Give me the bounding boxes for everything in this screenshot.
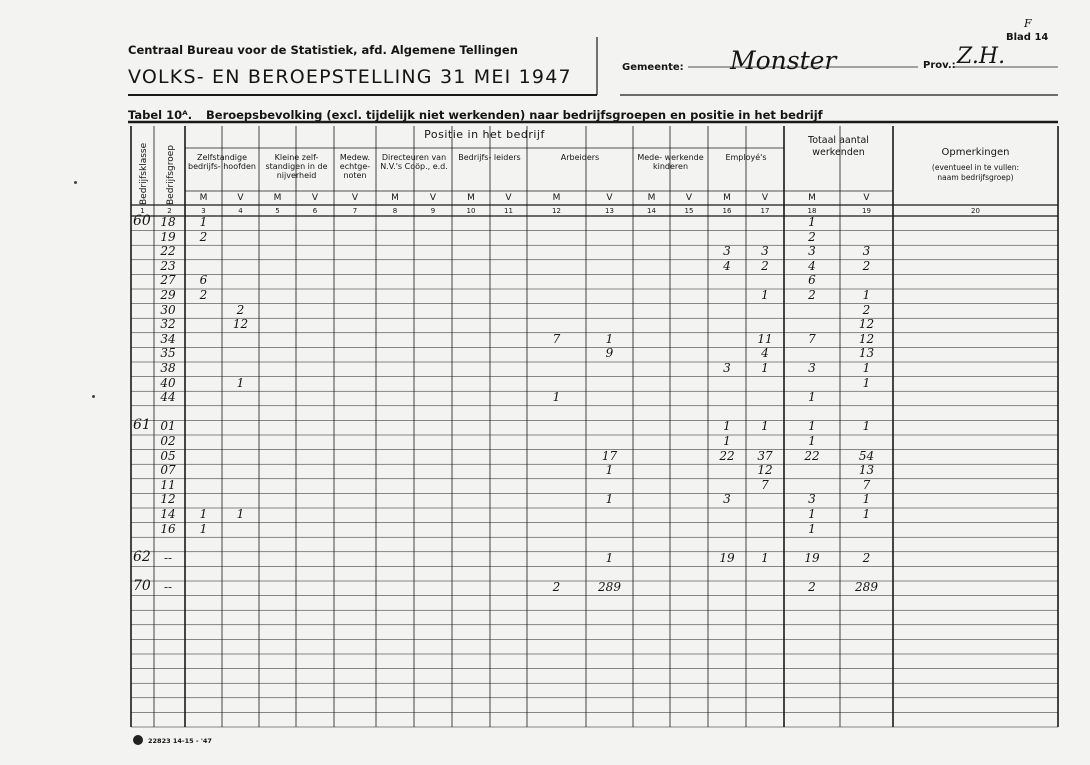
cell-col-3: 1 [199,215,208,229]
cell-col-18: 1 [808,215,816,229]
gender-label: V [237,193,244,203]
column-number: 15 [684,207,694,215]
gender-label: M [273,193,282,203]
column-number: 7 [352,207,358,215]
cell-col-18: 1 [808,507,816,521]
gemeente-value: Monster [730,46,837,75]
cell-col-13: 1 [605,331,614,346]
bedrijfsgroep-value: 23 [160,258,176,273]
cell-col-18: 22 [804,448,820,463]
cell-col-13: 9 [605,346,614,361]
cell-col-17: 4 [761,346,769,361]
cell-col-13: 289 [598,580,621,594]
group-header-7: Mede- werkende kinderen [637,153,704,171]
column-number: 9 [430,207,436,215]
cell-col-18: 2 [808,288,816,302]
cell-col-19: 1 [862,492,871,507]
bedrijfsklasse-value: 62 [133,548,151,565]
cell-col-19: 7 [862,477,871,492]
column-number: 18 [807,207,817,215]
cell-col-18: 3 [808,492,816,507]
column-number: 16 [722,207,732,215]
gender-label: M [723,193,731,203]
cell-col-16: 22 [719,448,735,463]
cell-col-17: 1 [761,288,769,302]
cell-col-13: 1 [605,550,614,565]
bedrijfsgroep-value: 18 [160,215,176,229]
column-number: 11 [504,207,513,215]
cell-col-17: 11 [757,331,773,346]
cell-col-16: 1 [723,434,731,448]
cell-col-17: 1 [761,361,769,375]
cell-col-3: 2 [199,288,208,302]
gender-label: M [391,193,399,203]
column-number: 14 [647,207,656,215]
column-number: 5 [275,207,280,215]
cell-col-19: 12 [858,317,875,332]
cell-col-18: 4 [808,258,816,273]
cell-col-19: 13 [858,346,875,361]
cell-col-17: 2 [761,258,769,273]
bedrijfsgroep-value: 01 [160,419,176,434]
cell-col-12: 2 [552,580,561,594]
sheet-mark: F [1024,17,1032,30]
punch-hole-mark [92,395,95,398]
cell-col-19: 2 [862,302,871,317]
group-header-4: Directeuren van N.V.'s Coöp., e.d. [380,153,448,171]
opmerkingen-note: naam bedrijfsgroep) [937,173,1014,182]
column-number: 8 [392,207,398,215]
cell-col-12: 1 [552,390,561,405]
cell-col-19: 13 [858,463,875,478]
bedrijfsgroep-value: 32 [160,317,176,332]
bedrijfsgroep-value: 14 [160,507,176,521]
column-number: 19 [862,207,871,215]
bedrijfsklasse-value: 60 [133,213,151,229]
cell-col-18: 2 [808,229,816,244]
table-description: Beroepsbevolking (excl. tijdelijk niet werkenden) naar bedrijfsgroepen en positie in het bedrijf [206,108,823,122]
bedrijfsgroep-value: 05 [160,448,176,463]
group-header-2: Kleine zelf- standigen in de nijverheid [265,153,328,180]
organization-name: Centraal Bureau voor de Statistiek, afd. Algemene Tellingen [128,43,518,57]
cell-col-13: 17 [601,448,618,463]
gemeente-label: Gemeente: [622,62,684,73]
cell-col-3: 1 [199,507,208,521]
bedrijfsgroep-value: 44 [160,390,176,405]
cell-col-18: 1 [808,434,816,448]
cell-col-13: 1 [605,492,614,507]
bedrijfsgroep-value: 02 [160,434,176,448]
cell-col-19: 54 [858,448,875,463]
cell-col-19: 2 [862,258,871,273]
cell-col-17: 3 [761,244,769,259]
gender-label: V [606,193,613,203]
column-number: 20 [971,207,980,215]
bedrijfsgroep-value: 35 [160,346,176,361]
bedrijfsgroep-value: 07 [160,463,176,478]
column-number: 4 [238,207,243,215]
column-number: 1 [140,207,145,215]
cell-col-19: 3 [862,244,871,259]
bedrijfsklasse-value: 70 [133,578,151,594]
bedrijfsgroep-value: 27 [160,273,176,288]
cell-col-17: 1 [761,419,769,434]
gender-label: V [351,193,359,203]
cell-col-16: 3 [723,361,731,375]
group-header-3: Medew. echtge- noten [339,153,371,180]
cell-col-19: 1 [862,419,871,434]
column-number: 10 [466,207,476,215]
cell-col-19: 289 [855,580,878,594]
bedrijfsklasse-header: Bedrijfsklasse [139,142,149,205]
cell-col-16: 3 [723,492,731,507]
cell-col-19: 1 [862,375,871,390]
form-title: VOLKS- EN BEROEPSTELLING 31 MEI 1947 [128,66,572,88]
punch-hole-mark [74,181,77,184]
cell-col-12: 7 [552,331,561,346]
cell-col-18: 1 [808,521,816,536]
gender-label: V [685,193,693,203]
cell-col-19: 1 [862,361,871,375]
gender-label: V [429,193,437,203]
cell-col-13: 1 [605,463,614,478]
printer-logo [133,735,143,745]
gender-label: V [505,193,512,203]
cell-col-18: 6 [808,273,816,288]
cell-col-19: 1 [862,288,871,302]
cell-col-18: 19 [804,550,820,565]
cell-col-17: 7 [761,477,769,492]
gender-label: V [311,193,319,203]
bedrijfsgroep-header: Bedrijfsgroep [166,145,176,205]
positie-header: Positie in het bedrijf [424,128,545,141]
column-number: 12 [552,207,561,215]
column-number: 3 [201,207,206,215]
bedrijfsgroep-value: 11 [160,477,176,492]
bedrijfsgroep-value: 40 [160,375,176,390]
group-header-8: Employé's [725,153,767,162]
bedrijfsgroep-value: 30 [160,302,176,317]
bedrijfsgroep-value: 22 [160,244,176,259]
cell-col-4: 12 [232,317,249,332]
bedrijfsklasse-value: 61 [133,417,151,434]
opmerkingen-header: Opmerkingen [941,147,1010,158]
cell-col-17: 37 [757,448,773,463]
cell-col-4: 1 [236,375,245,390]
cell-col-3: 1 [199,521,208,536]
cell-col-18: 1 [808,419,816,434]
bedrijfsgroep-value: 29 [160,288,176,302]
bedrijfsgroep-value: -- [163,550,173,565]
cell-col-19: 12 [858,331,875,346]
gender-label: M [552,193,561,203]
column-number: 6 [312,207,318,215]
cell-col-3: 6 [199,273,208,288]
cell-col-19: 1 [862,507,871,521]
cell-col-17: 1 [761,550,769,565]
cell-col-18: 1 [808,390,816,405]
bedrijfsgroep-value: 19 [160,229,176,244]
cell-col-4: 2 [236,302,245,317]
group-header-6: Arbeiders [560,153,600,162]
cell-col-17: 12 [757,463,773,478]
cell-col-16: 3 [723,244,731,259]
group-header-5: Bedrijfs- leiders [458,153,521,162]
cell-col-18: 2 [808,580,816,594]
cell-col-19: 2 [862,550,871,565]
opmerkingen-note: (eventueel in te vullen: [931,163,1020,172]
cell-col-16: 4 [723,258,731,273]
bedrijfsgroep-value: 38 [160,361,176,375]
cell-col-4: 1 [236,507,245,521]
column-number: 13 [605,207,614,215]
column-number: 17 [760,207,770,215]
bedrijfsgroep-value: 16 [160,521,176,536]
cell-col-18: 3 [808,361,816,375]
cell-col-18: 7 [808,331,816,346]
gender-label: V [863,193,870,203]
gender-label: V [761,193,769,203]
bedrijfsgroep-value: -- [163,580,173,594]
gender-label: M [647,193,656,203]
bedrijfsgroep-value: 34 [160,331,176,346]
group-header-1: Zelfstandige bedrijfs- hoofden [188,153,256,171]
province-value: Z.H. [957,44,1006,69]
cell-col-16: 1 [723,419,731,434]
cell-col-16: 19 [719,550,735,565]
gender-label: M [808,193,816,203]
totaal-header: Totaal aantal werkenden [808,135,869,158]
cell-col-18: 3 [808,244,816,259]
column-number: 2 [167,207,172,215]
table-label: Tabel 10ᴬ. [128,108,193,122]
bedrijfsgroep-value: 12 [160,492,176,507]
print-code: 22823 14-15 - '47 [148,737,212,745]
province-label: Prov.: [923,60,956,71]
cell-col-3: 2 [199,229,208,244]
gender-label: M [199,193,208,203]
sheet-number: Blad 14 [1006,32,1049,43]
gender-label: M [467,193,475,203]
